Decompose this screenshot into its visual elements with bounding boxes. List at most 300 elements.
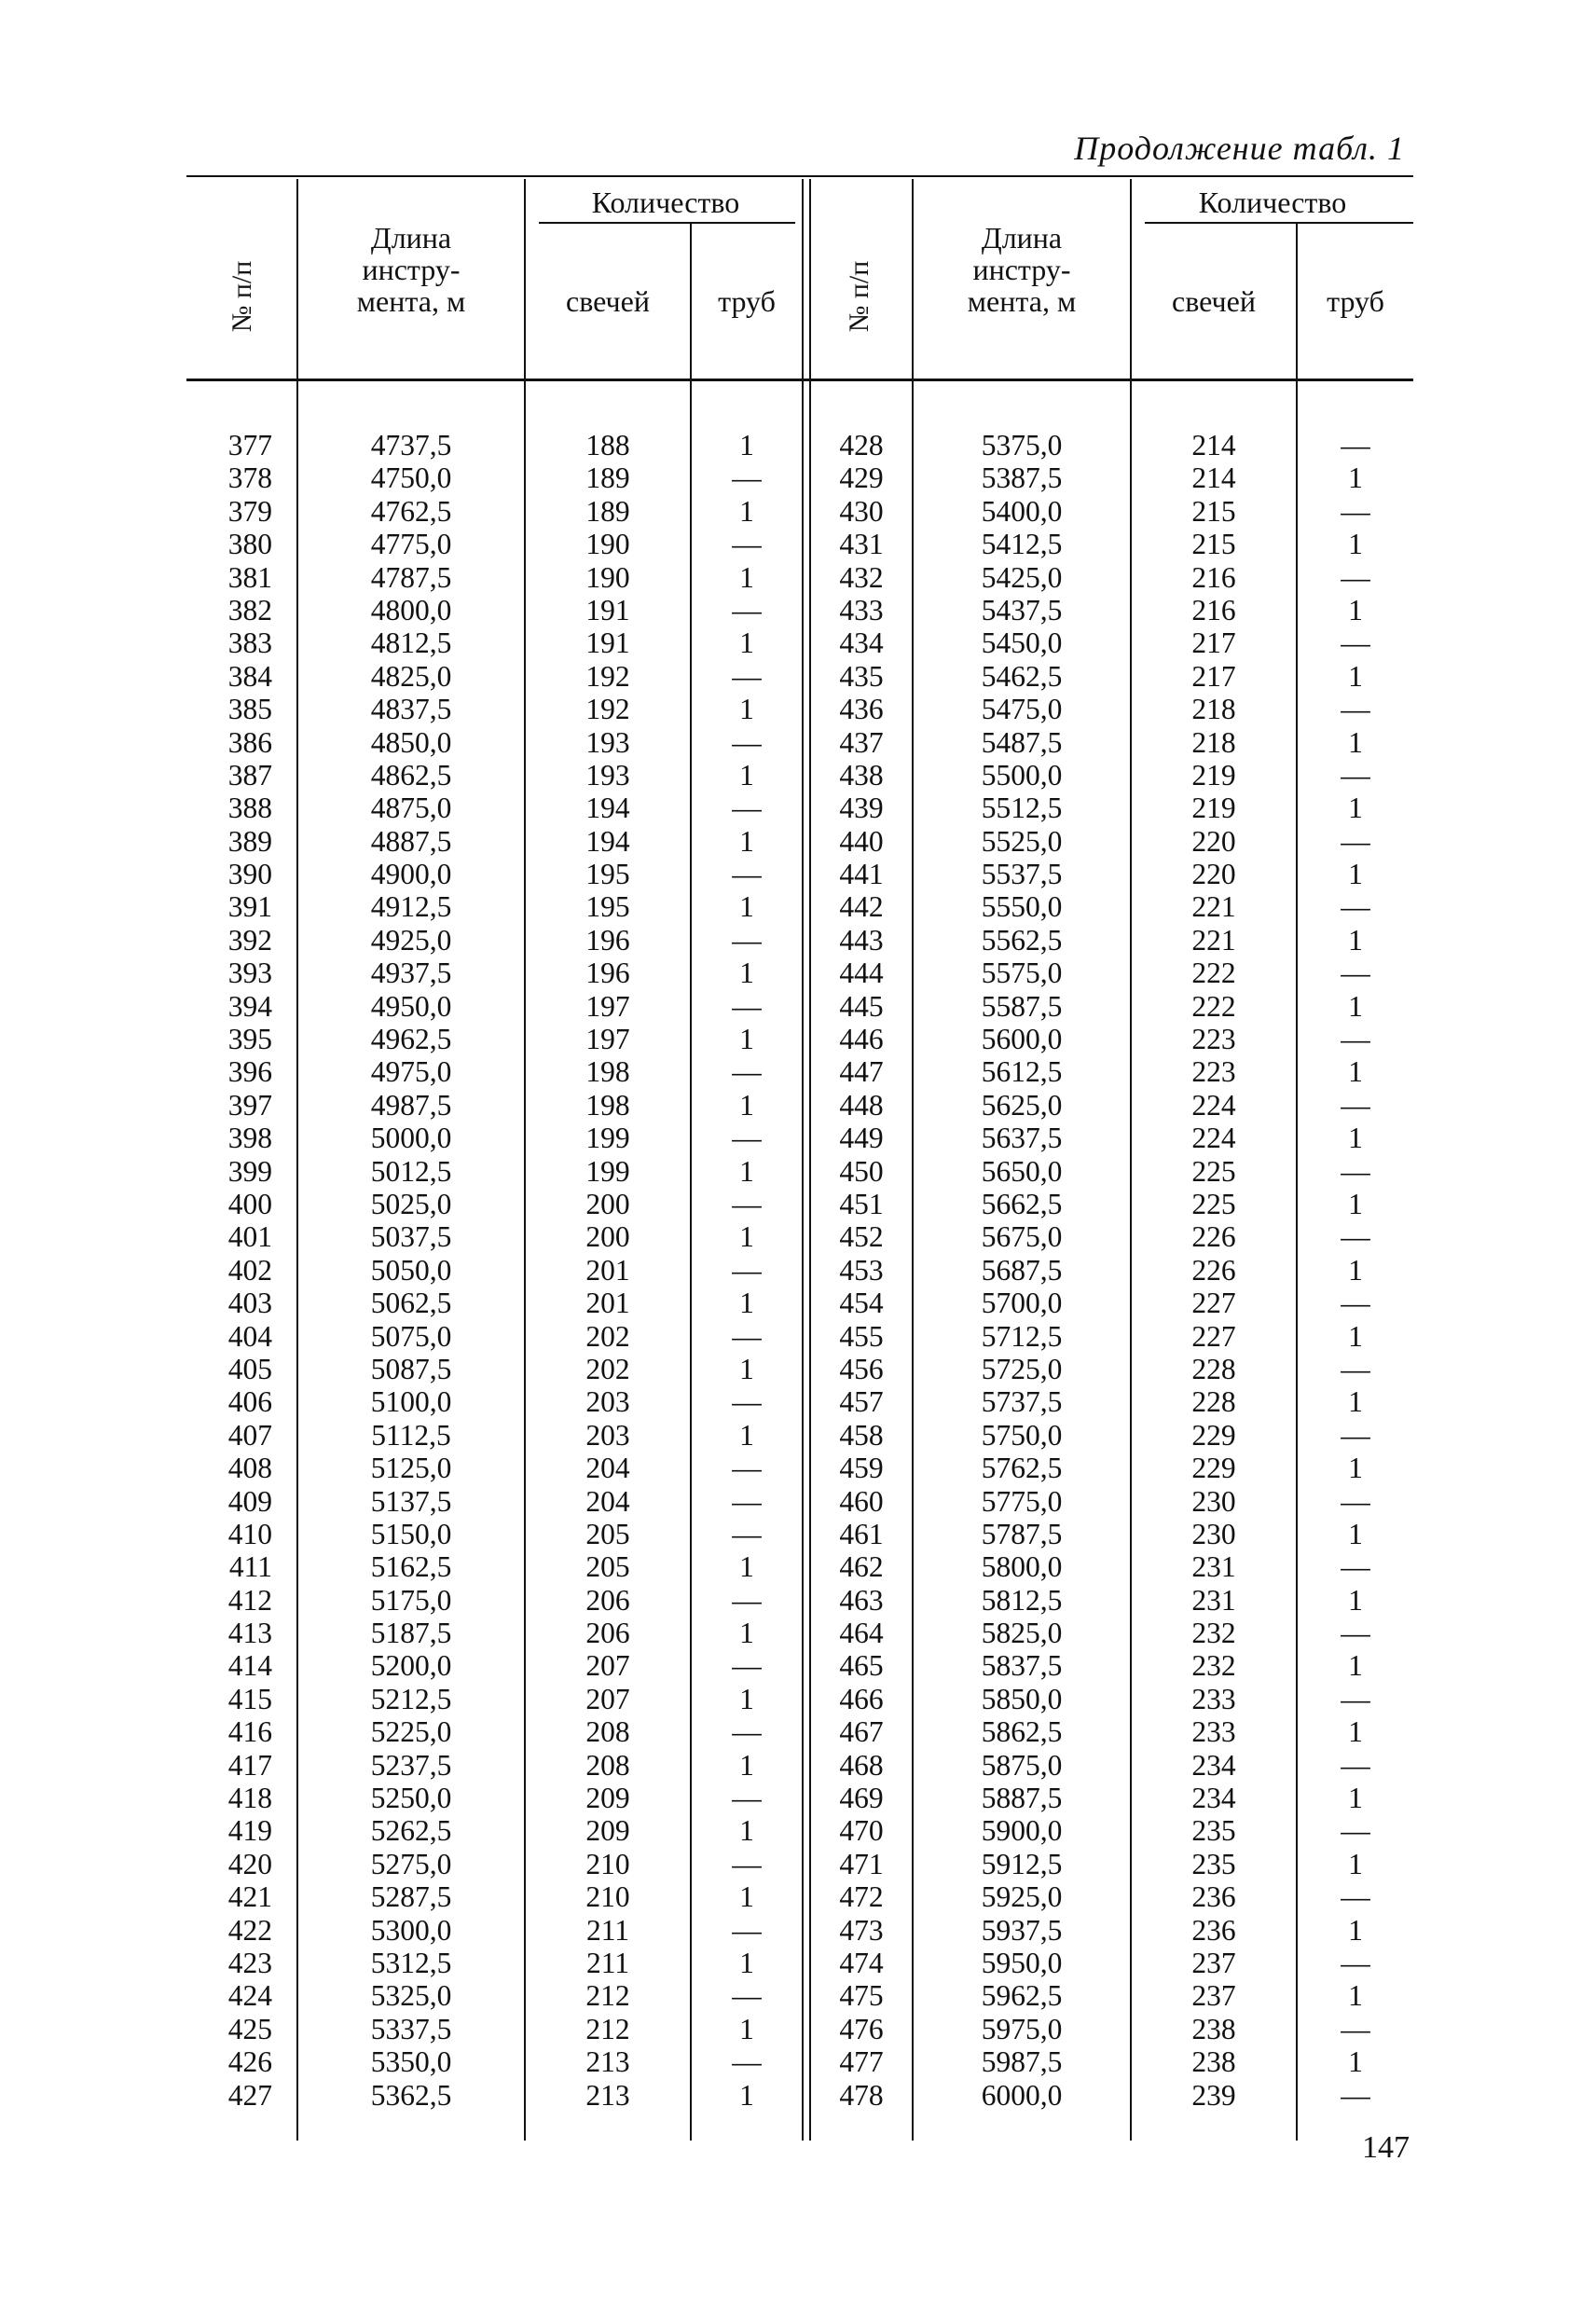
cell-pipes: — xyxy=(1341,1617,1370,1650)
cell-length: 5712,5 xyxy=(981,1319,1063,1353)
cell-num: 475 xyxy=(839,1979,884,2013)
cell-pipes: — xyxy=(732,1187,762,1220)
cell-num: 414 xyxy=(227,1649,272,1683)
cell-pipes: 1 xyxy=(1348,1715,1363,1749)
cell-pipes: 1 xyxy=(1348,725,1363,759)
cell-candles: 219 xyxy=(1191,758,1236,792)
cell-pipes: 1 xyxy=(739,1748,754,1782)
cell-pipes: 1 xyxy=(1348,1847,1363,1880)
cell-pipes: — xyxy=(1341,1418,1370,1452)
page-number: 147 xyxy=(1362,2130,1410,2165)
cell-candles: 233 xyxy=(1191,1682,1236,1715)
cell-pipes: — xyxy=(732,1583,762,1617)
cell-length: 5400,0 xyxy=(981,494,1063,528)
cell-length: 5412,5 xyxy=(981,528,1063,561)
cell-pipes: 1 xyxy=(1348,1385,1363,1419)
cell-pipes: 1 xyxy=(1348,659,1363,693)
table-caption: Продолжение табл. 1 xyxy=(1074,130,1405,167)
cell-num: 466 xyxy=(839,1682,884,1715)
cell-candles: 237 xyxy=(1191,1946,1236,1979)
cell-candles: 228 xyxy=(1191,1385,1236,1419)
cell-num: 422 xyxy=(227,1913,272,1947)
cell-num: 463 xyxy=(839,1583,884,1617)
quantity-underline-left xyxy=(539,222,795,224)
cell-num: 447 xyxy=(839,1055,884,1089)
cell-length: 5150,0 xyxy=(370,1517,452,1550)
cell-num: 403 xyxy=(227,1287,272,1320)
cell-num: 391 xyxy=(227,890,272,924)
cell-pipes: 1 xyxy=(739,1682,754,1715)
cell-pipes: — xyxy=(1341,1154,1370,1188)
header-quantity-right: Количество xyxy=(1198,186,1347,219)
cell-pipes: — xyxy=(1341,758,1370,792)
cell-candles: 216 xyxy=(1191,560,1236,594)
cell-candles: 232 xyxy=(1191,1649,1236,1683)
cell-length: 5687,5 xyxy=(981,1253,1063,1287)
cell-num: 477 xyxy=(839,2045,884,2079)
cell-length: 5012,5 xyxy=(370,1154,452,1188)
cell-pipes: 1 xyxy=(739,693,754,726)
cell-num: 452 xyxy=(839,1220,884,1254)
cell-candles: 210 xyxy=(585,1880,630,1914)
cell-candles: 201 xyxy=(585,1253,630,1287)
cell-num: 444 xyxy=(839,957,884,990)
cell-pipes: — xyxy=(1341,957,1370,990)
cell-candles: 235 xyxy=(1191,1814,1236,1848)
cell-length: 5950,0 xyxy=(981,1946,1063,1979)
cell-candles: 218 xyxy=(1191,725,1236,759)
cell-length: 5037,5 xyxy=(370,1220,452,1254)
cell-num: 455 xyxy=(839,1319,884,1353)
cell-pipes: 1 xyxy=(1348,1782,1363,1815)
cell-candles: 204 xyxy=(585,1452,630,1485)
cell-length: 5087,5 xyxy=(370,1352,452,1385)
col-rule xyxy=(296,179,298,2141)
cell-pipes: 1 xyxy=(1348,528,1363,561)
cell-length: 6000,0 xyxy=(981,2078,1063,2112)
cell-pipes: 1 xyxy=(1348,1122,1363,1155)
cell-num: 419 xyxy=(227,1814,272,1848)
cell-length: 5462,5 xyxy=(981,659,1063,693)
cell-candles: 226 xyxy=(1191,1220,1236,1254)
cell-length: 5100,0 xyxy=(370,1385,452,1419)
cell-pipes: — xyxy=(732,858,762,891)
cell-num: 464 xyxy=(839,1617,884,1650)
cell-length: 4800,0 xyxy=(370,593,452,626)
cell-candles: 192 xyxy=(585,659,630,693)
cell-length: 5787,5 xyxy=(981,1517,1063,1550)
cell-length: 5500,0 xyxy=(981,758,1063,792)
cell-length: 5450,0 xyxy=(981,626,1063,660)
cell-candles: 221 xyxy=(1191,923,1236,957)
cell-num: 428 xyxy=(839,429,884,461)
cell-pipes: — xyxy=(732,1385,762,1419)
cell-pipes: — xyxy=(1341,429,1370,461)
cell-length: 5825,0 xyxy=(981,1617,1063,1650)
cell-length: 4862,5 xyxy=(370,758,452,792)
cell-length: 5025,0 xyxy=(370,1187,452,1220)
cell-candles: 233 xyxy=(1191,1715,1236,1749)
cell-candles: 209 xyxy=(585,1814,630,1848)
cell-num: 432 xyxy=(839,560,884,594)
cell-length: 5350,0 xyxy=(370,2045,452,2079)
cell-length: 5800,0 xyxy=(981,1550,1063,1584)
cell-num: 388 xyxy=(227,792,272,825)
cell-num: 469 xyxy=(839,1782,884,1815)
cell-candles: 208 xyxy=(585,1748,630,1782)
col-length-right xyxy=(914,429,1130,2112)
cell-length: 5575,0 xyxy=(981,957,1063,990)
cell-pipes: — xyxy=(1341,1946,1370,1979)
cell-pipes: — xyxy=(1341,824,1370,858)
cell-length: 4812,5 xyxy=(370,626,452,660)
cell-pipes: 1 xyxy=(1348,923,1363,957)
cell-length: 4750,0 xyxy=(370,461,452,495)
cell-pipes: — xyxy=(732,461,762,495)
cell-pipes: — xyxy=(1341,1814,1370,1848)
cell-length: 4837,5 xyxy=(370,693,452,726)
cell-num: 431 xyxy=(839,528,884,561)
cell-candles: 225 xyxy=(1191,1154,1236,1188)
col-length-left xyxy=(300,429,522,2112)
cell-length: 4900,0 xyxy=(370,858,452,891)
cell-pipes: — xyxy=(732,1847,762,1880)
cell-length: 5987,5 xyxy=(981,2045,1063,2079)
cell-pipes: 1 xyxy=(1348,1649,1363,1683)
col-pipes-right xyxy=(1298,429,1413,2112)
cell-num: 451 xyxy=(839,1187,884,1220)
cell-num: 450 xyxy=(839,1154,884,1188)
cell-length: 5662,5 xyxy=(981,1187,1063,1220)
cell-num: 434 xyxy=(839,626,884,660)
cell-length: 5962,5 xyxy=(981,1979,1063,2013)
cell-candles: 226 xyxy=(1191,1253,1236,1287)
cell-length: 5075,0 xyxy=(370,1319,452,1353)
cell-length: 5287,5 xyxy=(370,1880,452,1914)
cell-num: 449 xyxy=(839,1122,884,1155)
cell-num: 441 xyxy=(839,858,884,891)
cell-length: 5837,5 xyxy=(981,1649,1063,1683)
cell-pipes: 1 xyxy=(739,1352,754,1385)
cell-candles: 220 xyxy=(1191,858,1236,891)
cell-length: 5512,5 xyxy=(981,792,1063,825)
cell-num: 438 xyxy=(839,758,884,792)
cell-length: 4925,0 xyxy=(370,923,452,957)
cell-pipes: — xyxy=(1341,1748,1370,1782)
cell-num: 412 xyxy=(227,1583,272,1617)
cell-length: 5725,0 xyxy=(981,1352,1063,1385)
cell-candles: 222 xyxy=(1191,957,1236,990)
cell-num: 429 xyxy=(839,461,884,495)
cell-candles: 201 xyxy=(585,1287,630,1320)
cell-num: 465 xyxy=(839,1649,884,1683)
cell-pipes: 1 xyxy=(1348,1979,1363,2013)
cell-candles: 194 xyxy=(585,824,630,858)
cell-candles: 227 xyxy=(1191,1287,1236,1320)
cell-pipes: 1 xyxy=(739,1287,754,1320)
cell-num: 478 xyxy=(839,2078,884,2112)
cell-length: 5887,5 xyxy=(981,1782,1063,1815)
cell-candles: 219 xyxy=(1191,792,1236,825)
cell-pipes: 1 xyxy=(739,1814,754,1848)
cell-num: 437 xyxy=(839,725,884,759)
cell-num: 409 xyxy=(227,1484,272,1518)
cell-num: 395 xyxy=(227,1023,272,1056)
cell-pipes: — xyxy=(732,2045,762,2079)
cell-pipes: — xyxy=(732,792,762,825)
cell-length: 5650,0 xyxy=(981,1154,1063,1188)
cell-num: 410 xyxy=(227,1517,272,1550)
cell-candles: 213 xyxy=(585,2045,630,2079)
cell-pipes: 1 xyxy=(739,957,754,990)
cell-pipes: — xyxy=(1341,890,1370,924)
cell-pipes: — xyxy=(1341,1023,1370,1056)
cell-num: 401 xyxy=(227,1220,272,1254)
cell-candles: 196 xyxy=(585,923,630,957)
cell-pipes: 1 xyxy=(1348,1452,1363,1485)
cell-pipes: — xyxy=(732,1913,762,1947)
cell-pipes: 1 xyxy=(739,1880,754,1914)
cell-num: 423 xyxy=(227,1946,272,1979)
cell-length: 4850,0 xyxy=(370,725,452,759)
header-candles-right: свечей xyxy=(1172,284,1256,318)
cell-pipes: — xyxy=(1341,1682,1370,1715)
cell-num: 461 xyxy=(839,1517,884,1550)
cell-length: 5625,0 xyxy=(981,1088,1063,1122)
cell-candles: 239 xyxy=(1191,2078,1236,2112)
cell-length: 5487,5 xyxy=(981,725,1063,759)
cell-candles: 200 xyxy=(585,1220,630,1254)
cell-length: 5000,0 xyxy=(370,1122,452,1155)
cell-pipes: 1 xyxy=(739,2078,754,2112)
cell-candles: 206 xyxy=(585,1583,630,1617)
cell-length: 5475,0 xyxy=(981,693,1063,726)
cell-pipes: — xyxy=(1341,2012,1370,2045)
cell-num: 389 xyxy=(227,824,272,858)
cell-pipes: — xyxy=(732,725,762,759)
cell-pipes: 1 xyxy=(739,1088,754,1122)
cell-candles: 198 xyxy=(585,1055,630,1089)
cell-pipes: 1 xyxy=(1348,989,1363,1023)
col-candles-left xyxy=(526,429,690,2112)
cell-length: 5437,5 xyxy=(981,593,1063,626)
cell-num: 472 xyxy=(839,1880,884,1914)
cell-candles: 214 xyxy=(1191,429,1236,461)
cell-pipes: — xyxy=(732,528,762,561)
cell-num: 420 xyxy=(227,1847,272,1880)
cell-pipes: 1 xyxy=(739,1550,754,1584)
cell-length: 5212,5 xyxy=(370,1682,452,1715)
cell-pipes: — xyxy=(732,1517,762,1550)
col-pipes-left xyxy=(692,429,802,2112)
cell-candles: 204 xyxy=(585,1484,630,1518)
cell-num: 378 xyxy=(227,461,272,495)
cell-candles: 234 xyxy=(1191,1748,1236,1782)
cell-num: 440 xyxy=(839,824,884,858)
cell-candles: 231 xyxy=(1191,1550,1236,1584)
cell-candles: 224 xyxy=(1191,1088,1236,1122)
cell-candles: 217 xyxy=(1191,626,1236,660)
cell-num: 383 xyxy=(227,626,272,660)
cell-num: 408 xyxy=(227,1452,272,1485)
cell-candles: 205 xyxy=(585,1550,630,1584)
cell-pipes: — xyxy=(1341,626,1370,660)
cell-candles: 190 xyxy=(585,560,630,594)
cell-num: 394 xyxy=(227,989,272,1023)
cell-pipes: — xyxy=(732,593,762,626)
cell-candles: 232 xyxy=(1191,1617,1236,1650)
pipe-length-table xyxy=(186,175,1413,2142)
cell-candles: 217 xyxy=(1191,659,1236,693)
cell-candles: 197 xyxy=(585,989,630,1023)
cell-length: 5200,0 xyxy=(370,1649,452,1683)
cell-length: 5237,5 xyxy=(370,1748,452,1782)
col-candles-right xyxy=(1132,429,1296,2112)
cell-num: 406 xyxy=(227,1385,272,1419)
cell-num: 436 xyxy=(839,693,884,726)
cell-num: 411 xyxy=(228,1550,272,1584)
cell-length: 5125,0 xyxy=(370,1452,452,1485)
cell-num: 471 xyxy=(839,1847,884,1880)
cell-pipes: — xyxy=(732,1319,762,1353)
cell-length: 5900,0 xyxy=(981,1814,1063,1848)
cell-candles: 200 xyxy=(585,1187,630,1220)
cell-length: 4887,5 xyxy=(370,824,452,858)
cell-num: 446 xyxy=(839,1023,884,1056)
cell-pipes: 1 xyxy=(1348,1517,1363,1550)
cell-pipes: — xyxy=(732,1782,762,1815)
cell-pipes: 1 xyxy=(1348,2045,1363,2079)
cell-num: 418 xyxy=(227,1782,272,1815)
cell-candles: 208 xyxy=(585,1715,630,1749)
cell-length: 5312,5 xyxy=(370,1946,452,1979)
cell-pipes: — xyxy=(732,923,762,957)
cell-num: 386 xyxy=(227,725,272,759)
cell-length: 5525,0 xyxy=(981,824,1063,858)
cell-candles: 191 xyxy=(585,593,630,626)
cell-length: 5750,0 xyxy=(981,1418,1063,1452)
cell-candles: 206 xyxy=(585,1617,630,1650)
cell-candles: 224 xyxy=(1191,1122,1236,1155)
cell-length: 4937,5 xyxy=(370,957,452,990)
cell-num: 443 xyxy=(839,923,884,957)
cell-pipes: 1 xyxy=(739,2012,754,2045)
cell-pipes: 1 xyxy=(1348,1253,1363,1287)
cell-num: 457 xyxy=(839,1385,884,1419)
cell-length: 5050,0 xyxy=(370,1253,452,1287)
cell-candles: 195 xyxy=(585,858,630,891)
cell-pipes: — xyxy=(1341,494,1370,528)
cell-num: 377 xyxy=(227,429,272,461)
cell-num: 426 xyxy=(227,2045,272,2079)
cell-pipes: 1 xyxy=(739,494,754,528)
cell-pipes: — xyxy=(732,1055,762,1089)
cell-length: 5162,5 xyxy=(370,1550,452,1584)
cell-candles: 229 xyxy=(1191,1452,1236,1485)
cell-pipes: — xyxy=(732,1484,762,1518)
cell-length: 5550,0 xyxy=(981,890,1063,924)
cell-candles: 223 xyxy=(1191,1023,1236,1056)
cell-length: 5737,5 xyxy=(981,1385,1063,1419)
cell-candles: 191 xyxy=(585,626,630,660)
cell-length: 5675,0 xyxy=(981,1220,1063,1254)
header-pipes-left: труб xyxy=(718,284,776,318)
cell-pipes: 1 xyxy=(739,1617,754,1650)
cell-pipes: — xyxy=(732,1122,762,1155)
cell-num: 468 xyxy=(839,1748,884,1782)
cell-candles: 207 xyxy=(585,1682,630,1715)
cell-pipes: — xyxy=(732,1253,762,1287)
cell-length: 4912,5 xyxy=(370,890,452,924)
cell-candles: 235 xyxy=(1191,1847,1236,1880)
cell-candles: 203 xyxy=(585,1418,630,1452)
cell-num: 456 xyxy=(839,1352,884,1385)
cell-num: 453 xyxy=(839,1253,884,1287)
cell-length: 5362,5 xyxy=(370,2078,452,2112)
cell-length: 4787,5 xyxy=(370,560,452,594)
cell-candles: 197 xyxy=(585,1023,630,1056)
cell-pipes: 1 xyxy=(739,1418,754,1452)
cell-candles: 189 xyxy=(585,461,630,495)
cell-candles: 212 xyxy=(585,2012,630,2045)
header-num-left: № п/п xyxy=(227,260,257,333)
cell-num: 476 xyxy=(839,2012,884,2045)
cell-pipes: — xyxy=(732,989,762,1023)
table-header-rule xyxy=(186,379,1413,381)
cell-pipes: 1 xyxy=(1348,1319,1363,1353)
cell-num: 379 xyxy=(227,494,272,528)
cell-num: 470 xyxy=(839,1814,884,1848)
cell-length: 5912,5 xyxy=(981,1847,1063,1880)
cell-candles: 238 xyxy=(1191,2012,1236,2045)
cell-num: 413 xyxy=(227,1617,272,1650)
cell-candles: 218 xyxy=(1191,693,1236,726)
cell-length: 5562,5 xyxy=(981,923,1063,957)
cell-num: 404 xyxy=(227,1319,272,1353)
cell-pipes: — xyxy=(1341,560,1370,594)
col-divider-double-a xyxy=(802,179,804,2141)
cell-pipes: 1 xyxy=(739,1946,754,1979)
cell-candles: 230 xyxy=(1191,1484,1236,1518)
cell-num: 454 xyxy=(839,1287,884,1320)
cell-num: 385 xyxy=(227,693,272,726)
cell-pipes: 1 xyxy=(739,1220,754,1254)
cell-num: 390 xyxy=(227,858,272,891)
cell-num: 474 xyxy=(839,1946,884,1979)
cell-length: 4975,0 xyxy=(370,1055,452,1089)
cell-candles: 198 xyxy=(585,1088,630,1122)
cell-length: 5425,0 xyxy=(981,560,1063,594)
cell-num: 435 xyxy=(839,659,884,693)
col-num-left xyxy=(196,429,272,2112)
cell-pipes: — xyxy=(1341,1088,1370,1122)
cell-length: 4962,5 xyxy=(370,1023,452,1056)
cell-num: 462 xyxy=(839,1550,884,1584)
cell-pipes: — xyxy=(732,659,762,693)
cell-pipes: — xyxy=(732,1715,762,1749)
cell-length: 5862,5 xyxy=(981,1715,1063,1749)
cell-candles: 193 xyxy=(585,725,630,759)
cell-pipes: — xyxy=(1341,1550,1370,1584)
cell-candles: 221 xyxy=(1191,890,1236,924)
cell-candles: 228 xyxy=(1191,1352,1236,1385)
cell-length: 5775,0 xyxy=(981,1484,1063,1518)
cell-pipes: 1 xyxy=(1348,1055,1363,1089)
table-top-rule xyxy=(186,175,1413,177)
cell-pipes: — xyxy=(1341,1352,1370,1385)
cell-num: 381 xyxy=(227,560,272,594)
cell-length: 4825,0 xyxy=(370,659,452,693)
